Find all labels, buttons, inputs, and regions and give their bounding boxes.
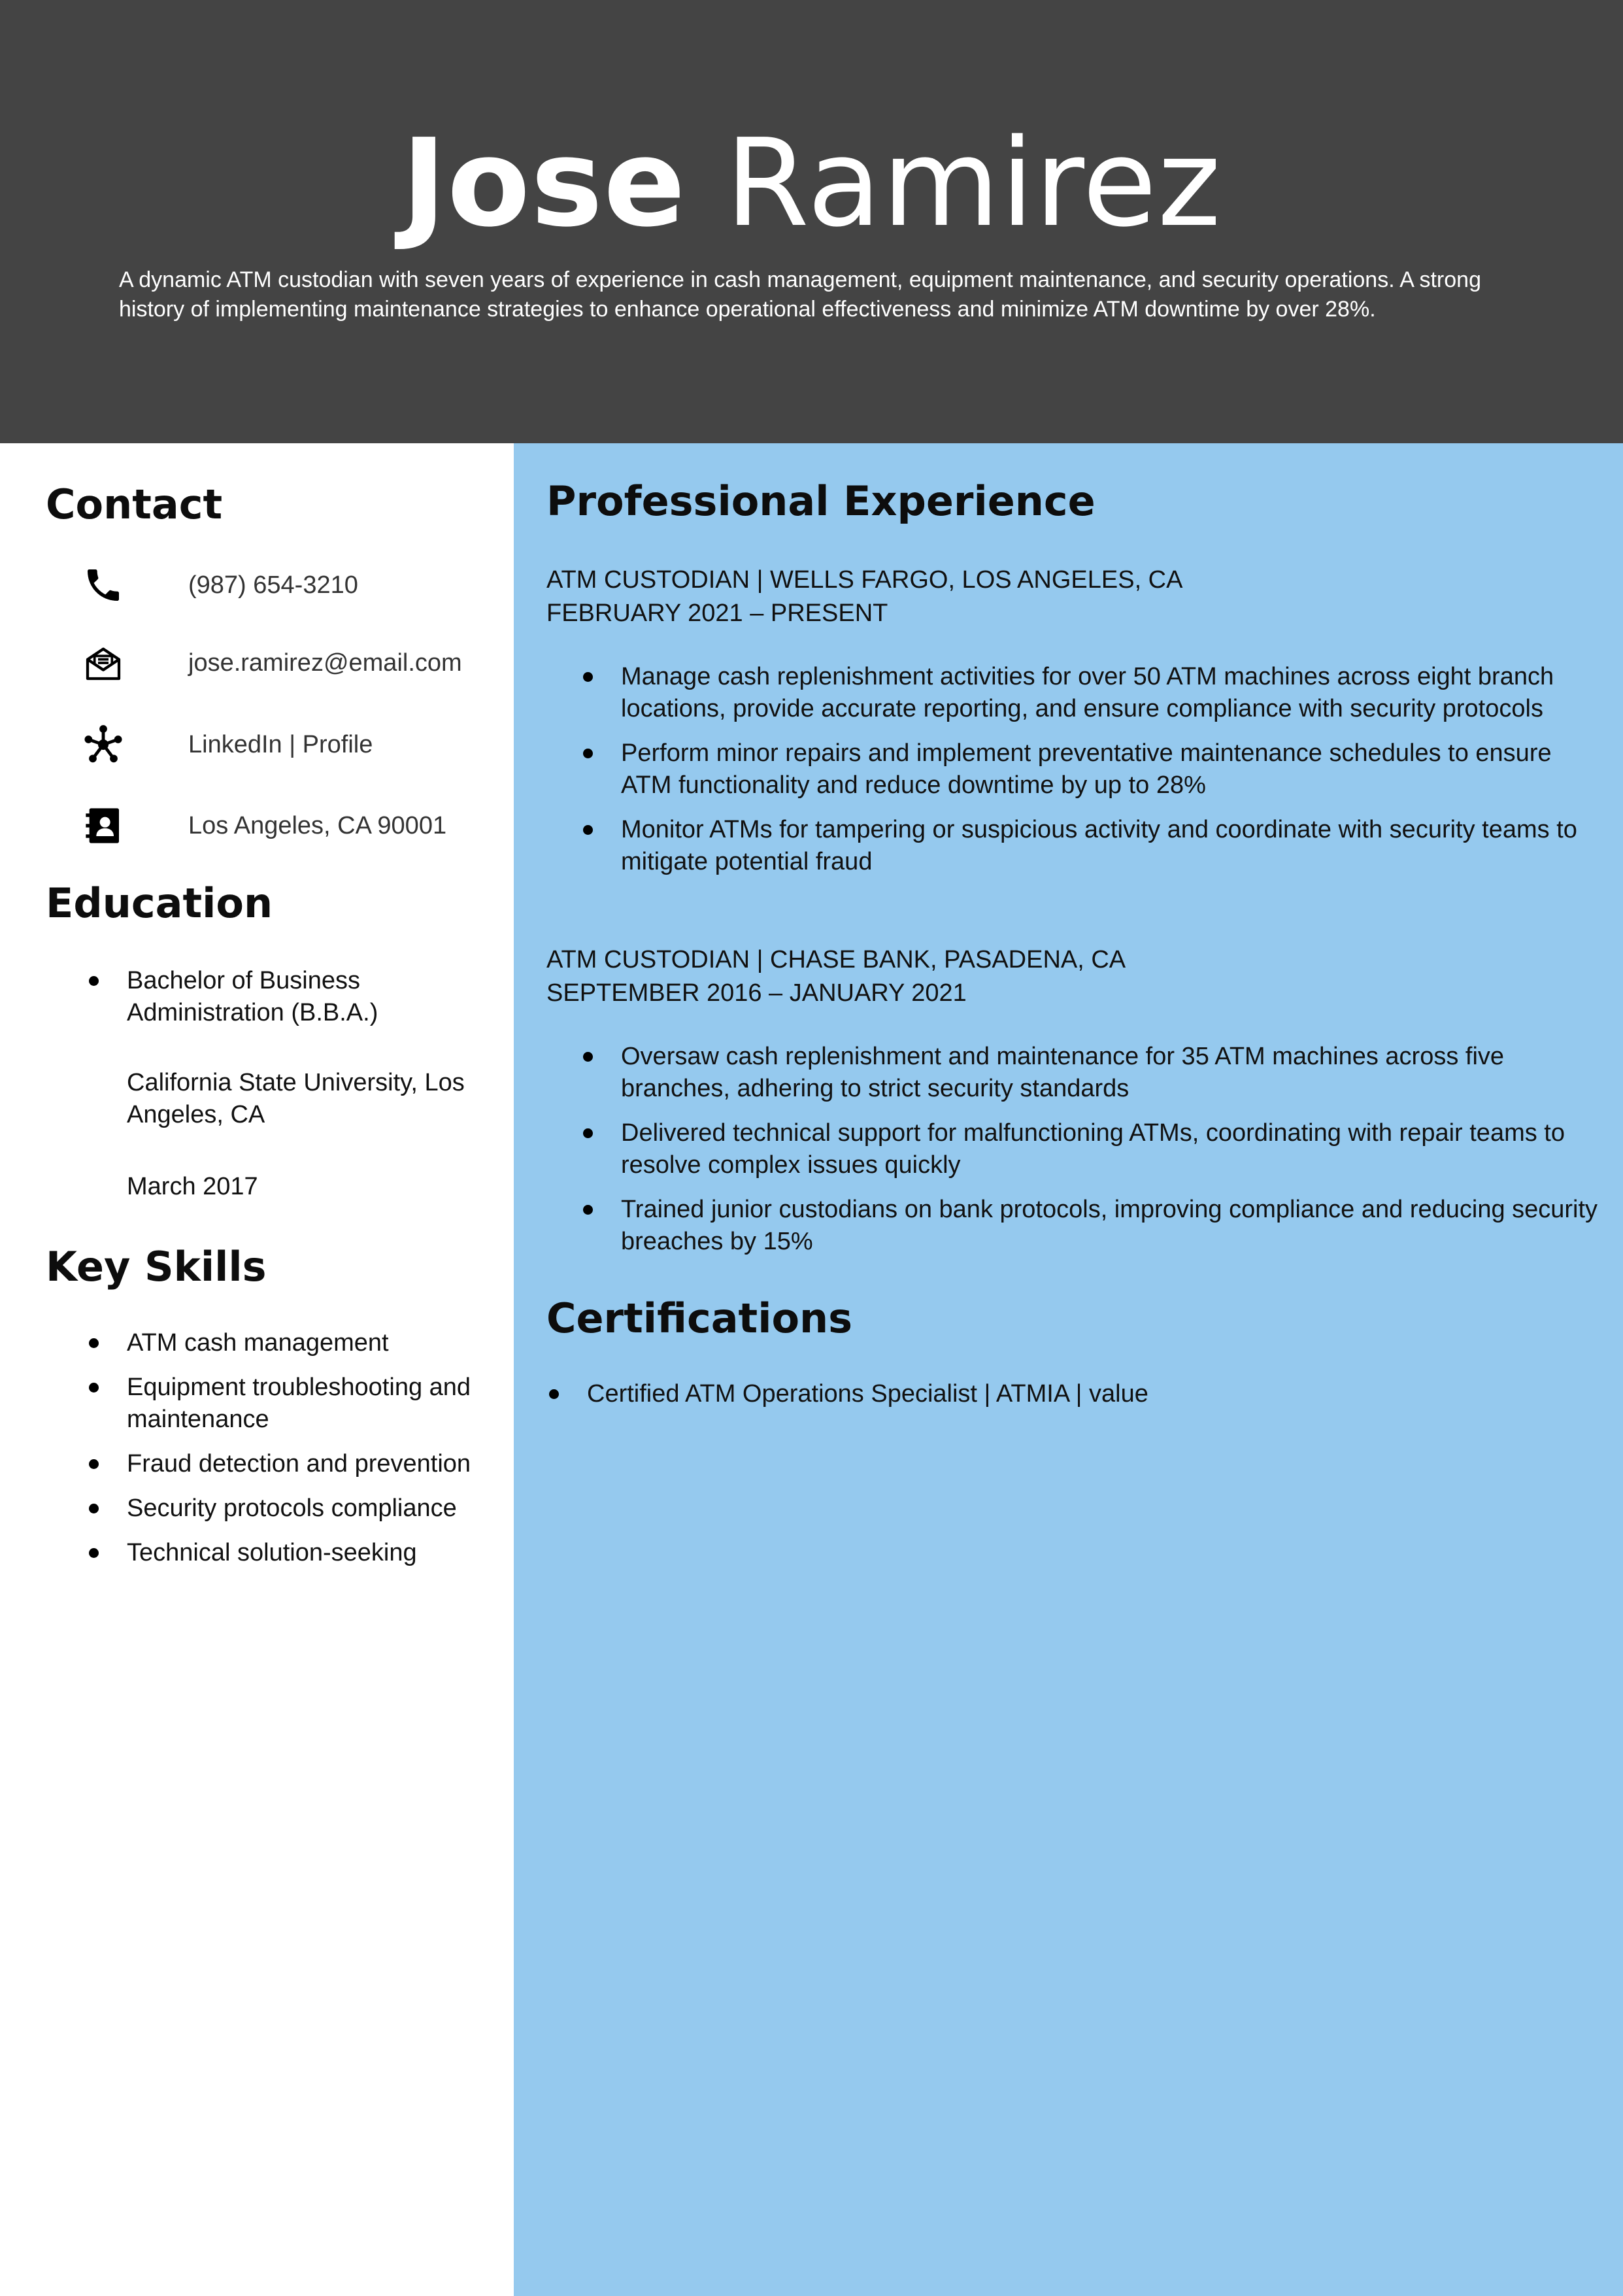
phone-number: (987) 654-3210 [188,571,358,599]
skill-item: Fraud detection and prevention [82,1448,501,1480]
experience-heading: Professional Experience [546,477,1096,525]
skill-item: Technical solution-seeking [82,1537,501,1569]
location-text: Los Angeles, CA 90001 [188,811,447,839]
skills-list [82,1327,501,1569]
job-bullet: Oversaw cash replenishment and maintenance for 35 ATM machines across five branches, adhering to strict security standards [546,1041,1605,1105]
skill-item: Security protocols compliance [82,1493,501,1525]
contact-phone [82,562,358,608]
address-card-icon [82,805,124,847]
job-bullet: Delivered technical support for malfunctioning ATMs, coordinating with repair teams to resolve complex issues quickly [546,1117,1605,1181]
skill-item: Equipment troubleshooting and maintenance [82,1372,501,1436]
skill-item: ATM cash management [82,1327,501,1359]
first-name: Jose [401,112,686,254]
linkedin-link[interactable]: LinkedIn | Profile [188,730,373,758]
candidate-name [0,111,1623,255]
job-title-line: ATM CUSTODIAN | WELLS FARGO, LOS ANGELES, CA [546,566,1183,594]
contact-linkedin [82,722,373,768]
contact-location [82,803,446,849]
key-skills-heading: Key Skills [46,1243,267,1291]
job-bullet: Manage cash replenishment activities for over 50 ATM machines across eight branch locations, provide accurate reporting, and ensure compliance with security protocols [546,661,1605,725]
job-dates: FEBRUARY 2021 – PRESENT [546,599,888,627]
certification-item: Certified ATM Operations Specialist | ATMIA | value [546,1378,1592,1410]
contact-email [82,640,462,686]
job-bullets [546,661,1605,890]
job-dates: SEPTEMBER 2016 – JANUARY 2021 [546,979,967,1007]
certifications-list [546,1378,1592,1410]
envelope-icon [82,642,124,684]
education-school: California State University, Los Angeles, CA [127,1069,465,1128]
job-bullet: Trained junior custodians on bank protocols, improving compliance and reducing security breaches by 15% [546,1194,1605,1258]
education-degree: Bachelor of Business Administration (B.B.A.) [82,965,501,1029]
email-address: jose.ramirez@email.com [188,649,462,677]
contact-heading: Contact [46,481,223,528]
last-name: Ramirez [725,112,1222,254]
education-heading: Education [46,879,273,927]
professional-summary: A dynamic ATM custodian with seven years of experience in cash management, equipment maintenance, and security operations. A strong history of implementing maintenance strategies to enhance operational effectiveness and minimize ATM downtime by over 28%. [119,267,1481,322]
phone-icon [82,564,124,606]
education-list [82,965,501,1029]
job-bullet: Perform minor repairs and implement preventative maintenance schedules to ensure ATM functionality and reduce downtime by up to 28% [546,737,1605,802]
education-date: March 2017 [127,1173,258,1200]
resume-header [0,0,1623,443]
job-title-line: ATM CUSTODIAN | CHASE BANK, PASADENA, CA [546,946,1126,973]
network-icon [82,724,124,766]
certifications-heading: Certifications [546,1294,853,1342]
job-bullet: Monitor ATMs for tampering or suspicious activity and coordinate with security teams to mitigate potential fraud [546,814,1605,878]
job-bullets [546,1041,1605,1270]
